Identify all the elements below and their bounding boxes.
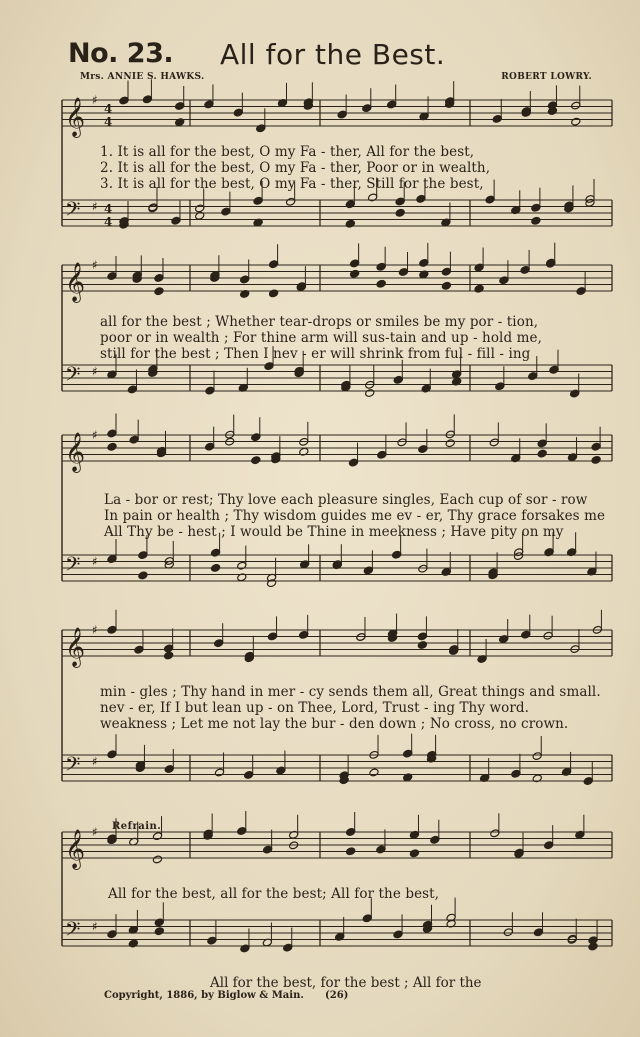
note-head bbox=[417, 641, 427, 650]
treble-clef-icon: 𝄞 bbox=[65, 432, 86, 472]
note-head bbox=[365, 389, 375, 398]
sharp-key-icon: ♯ bbox=[92, 919, 98, 934]
bass-staff bbox=[62, 734, 612, 786]
hymn-number: No. 23. bbox=[68, 38, 174, 69]
note-head bbox=[531, 216, 541, 225]
treble-clef-icon: 𝄞 bbox=[65, 829, 86, 869]
lyric-line-1-2: 2. It is all for the best, O my Fa - ther, Poor or in wealth, bbox=[100, 160, 491, 176]
note-head bbox=[152, 855, 162, 864]
note-head bbox=[588, 942, 598, 951]
refrain-bass-lyric: All for the best, for the best ; All for the bbox=[210, 975, 482, 991]
note-head bbox=[346, 847, 356, 856]
sharp-key-icon: ♯ bbox=[92, 824, 98, 839]
bass-clef-icon: 𝄢 bbox=[65, 362, 81, 391]
author-credit: Mrs. ANNIE S. HAWKS. bbox=[80, 72, 205, 82]
refrain-lyric-line: All for the best, all for the best; All for the best, bbox=[108, 886, 440, 902]
note-head bbox=[441, 281, 451, 290]
lyric-line-2-1: all for the best ; Whether tear-drops or smiles be my por - tion, bbox=[100, 314, 539, 330]
lyric-line-2-3: still for the best ; Then I nev - er will shrink from ful - fill - ing bbox=[100, 346, 531, 362]
time-signature: 4 bbox=[104, 215, 113, 229]
lyric-line-4-3: weakness ; Let me not lay the bur - den down ; No cross, no crown. bbox=[100, 716, 569, 732]
lyric-line-1-3: 3. It is all for the best, O my Fa - ther, Still for the best, bbox=[100, 176, 484, 192]
note-head bbox=[107, 442, 117, 451]
sharp-key-icon: ♯ bbox=[92, 364, 98, 379]
treble-staff bbox=[62, 610, 612, 668]
note-head bbox=[376, 279, 386, 288]
time-signature: 4 bbox=[104, 102, 113, 116]
lyric-line-1-1: 1. It is all for the best, O my Fa - ther, All for the best, bbox=[100, 144, 475, 160]
copyright-notice: Copyright, 1886, by Biglow & Main. bbox=[104, 990, 304, 1001]
treble-clef-icon: 𝄞 bbox=[65, 262, 86, 302]
treble-clef-icon: 𝄞 bbox=[65, 97, 86, 137]
note-head bbox=[537, 449, 547, 458]
treble-clef-icon: 𝄞 bbox=[65, 627, 86, 667]
refrain-label: Refrain. bbox=[112, 821, 162, 832]
bass-clef-icon: 𝄢 bbox=[65, 752, 81, 781]
note-head bbox=[571, 117, 581, 126]
lyric-line-4-1: min - gles ; Thy hand in mer - cy sends them all, Great things and small. bbox=[100, 684, 601, 700]
lyric-line-2-2: poor or in wealth ; For thine arm will sus-tain and up - hold me, bbox=[100, 330, 542, 346]
sharp-key-icon: ♯ bbox=[92, 427, 98, 442]
sharp-key-icon: ♯ bbox=[92, 622, 98, 637]
note-head bbox=[349, 269, 359, 278]
treble-staff bbox=[62, 413, 612, 473]
bass-staff bbox=[62, 532, 612, 588]
bass-clef-icon: 𝄢 bbox=[65, 917, 81, 946]
hymn-title: All for the Best. bbox=[220, 38, 446, 71]
note-head bbox=[369, 768, 379, 777]
note-head bbox=[591, 455, 601, 464]
note-head bbox=[210, 563, 220, 572]
bass-clef-icon: 𝄢 bbox=[65, 197, 81, 226]
note-head bbox=[345, 219, 355, 228]
note-head bbox=[154, 287, 164, 296]
composer-credit: ROBERT LOWRY. bbox=[501, 72, 592, 82]
note-head bbox=[268, 289, 278, 298]
sharp-key-icon: ♯ bbox=[92, 754, 98, 769]
bass-staff bbox=[62, 898, 612, 953]
note-head bbox=[128, 939, 138, 948]
bass-clef-icon: 𝄢 bbox=[65, 552, 81, 581]
treble-staff bbox=[62, 79, 612, 138]
lyric-line-3-1: La - bor or rest; Thy love each pleasure singles, Each cup of sor - row bbox=[104, 492, 588, 508]
sharp-key-icon: ♯ bbox=[92, 92, 98, 107]
sharp-key-icon: ♯ bbox=[92, 257, 98, 272]
lyric-line-3-2: In pain or health ; Thy wisdom guides me ev - er, Thy grace forsakes me bbox=[104, 508, 606, 524]
lyric-line-3-3: All Thy be - hest ; I would be Thine in meekness ; Have pity on my bbox=[104, 524, 564, 540]
note-head bbox=[474, 284, 484, 293]
time-signature: 4 bbox=[104, 115, 113, 129]
treble-staff bbox=[62, 811, 612, 870]
note-head bbox=[251, 456, 261, 465]
note-head bbox=[163, 651, 173, 660]
note-head bbox=[138, 571, 148, 580]
page-number: (26) bbox=[325, 990, 349, 1001]
note-head bbox=[395, 208, 405, 217]
sharp-key-icon: ♯ bbox=[92, 554, 98, 569]
treble-staff bbox=[62, 243, 612, 303]
note-head bbox=[154, 927, 164, 936]
lyric-line-4-2: nev - er, If I but lean up - on Thee, Lord, Trust - ing Thy word. bbox=[100, 700, 530, 716]
note-head bbox=[175, 118, 185, 127]
note-head bbox=[445, 439, 455, 448]
time-signature: 4 bbox=[104, 202, 113, 216]
sharp-key-icon: ♯ bbox=[92, 199, 98, 214]
note-head bbox=[409, 849, 419, 858]
